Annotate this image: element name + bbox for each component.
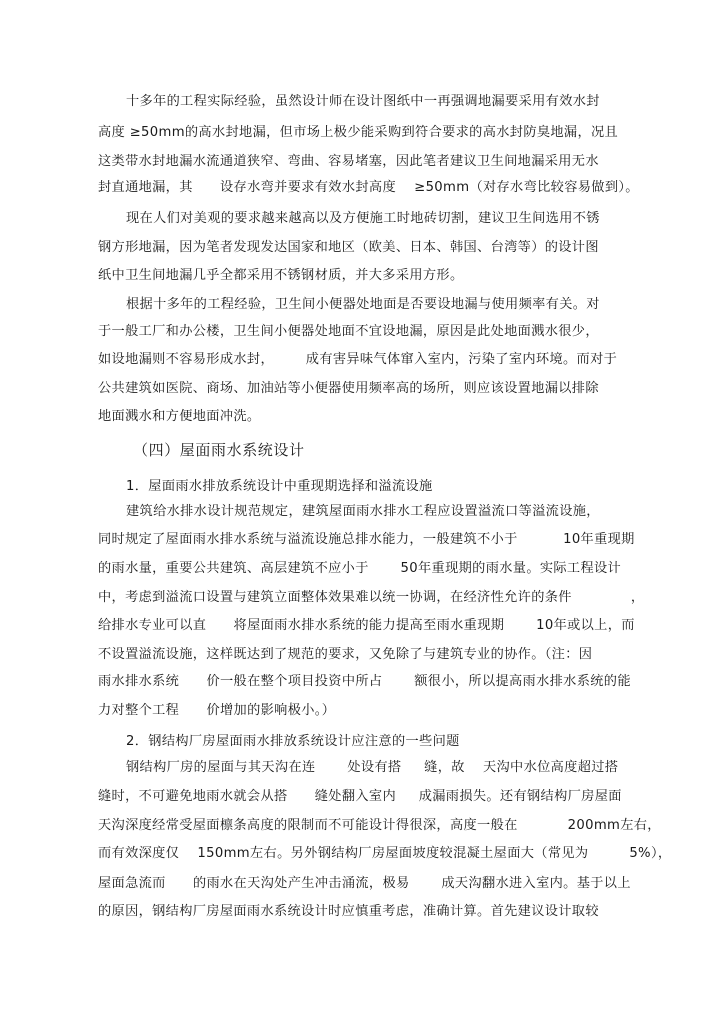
paragraph-line: 于一般工厂和办公楼，卫生间小便器处地面不宜设地漏，原因是此处地面溅水很少， bbox=[98, 324, 599, 339]
paragraph-line: 如设地漏则不容易形成水封， 成有害异味气体窜入室内，污染了室内环境。而对于 bbox=[98, 352, 618, 367]
paragraph-line: 地面溅水和方便地面冲洗。 bbox=[98, 409, 261, 424]
paragraph-line: 十多年的工程实际经验，虽然设计师在设计图纸中一再强调地漏要采用有效水封 bbox=[126, 94, 600, 109]
paragraph-line: 而有效深度仅 150mm左右。另外钢结构厂房屋面坡度较混凝土屋面大（常见为 5%）， bbox=[98, 846, 672, 861]
paragraph-line: 屋面急流而 的雨水在天沟处产生冲击涌流，极易 成天沟翻水进入室内。基于以上 bbox=[98, 876, 631, 891]
paragraph-line: 钢结构厂房的屋面与其天沟在连 处设有搭 缝，故 天沟中水位高度超过搭 bbox=[126, 760, 619, 775]
paragraph-line: 中，考虑到溢流口设置与建筑立面整体效果难以统一协调，在经济性允许的条件 ， bbox=[98, 590, 645, 605]
section-heading: （四）屋面雨水系统设计 bbox=[133, 441, 305, 459]
paragraph-line: 雨水排水系统 价一般在整个项目投资中所占 额很小，所以提高雨水排水系统的能 bbox=[98, 674, 631, 689]
paragraph-line: 公共建筑如医院、商场、加油站等小便器使用频率高的场所，则应该设置地漏以排除 bbox=[98, 381, 599, 396]
paragraph-line: 现在人们对美观的要求越来越高以及方便施工时地砖切割，建议卫生间选用不锈 bbox=[126, 211, 600, 226]
subsection-heading: 2．钢结构厂房屋面雨水排放系统设计应注意的一些问题 bbox=[126, 734, 460, 749]
paragraph-line: 建筑给水排水设计规范规定，建筑屋面雨水排水工程应设置溢流口等溢流设施， bbox=[126, 504, 600, 519]
paragraph-line: 同时规定了屋面雨水排水系统与溢流设施总排水能力，一般建筑不小于 10年重现期 bbox=[98, 532, 635, 547]
paragraph-line: 钢方形地漏，因为笔者发现发达国家和地区（欧美、日本、韩国、台湾等）的设计图 bbox=[98, 240, 599, 255]
paragraph-line: 高度 ≥50mm的高水封地漏，但市场上极少能采购到符合要求的高水封防臭地漏，况且 bbox=[98, 125, 619, 140]
paragraph-line: 给排水专业可以直 将屋面雨水排水系统的能力提高至雨水重现期 10年或以上，而 bbox=[98, 618, 635, 633]
paragraph-line: 天沟深度经常受屋面檩条高度的限制而不可能设计得很深，高度一般在 200mm左右， bbox=[98, 818, 661, 833]
paragraph-line: 这类带水封地漏水流通道狭窄、弯曲、容易堵塞，因此笔者建议卫生间地漏采用无水 bbox=[98, 154, 599, 169]
paragraph-line: 封直通地漏，其 设存水弯并要求有效水封高度 ≥50mm（对存水弯比较容易做到）。 bbox=[98, 180, 639, 195]
paragraph-line: 的原因，钢结构厂房屋面雨水系统设计时应慎重考虑，准确计算。首先建议设计取较 bbox=[98, 904, 599, 919]
paragraph-line: 缝时，不可避免地雨水就会从搭 缝处翻入室内 成漏雨损失。还有钢结构厂房屋面 bbox=[98, 789, 622, 804]
paragraph-line: 纸中卫生间地漏几乎全都采用不锈钢材质，并大多采用方形。 bbox=[98, 268, 464, 283]
paragraph-line: 根据十多年的工程经验，卫生间小便器处地面是否要设地漏与使用频率有关。对 bbox=[126, 297, 600, 312]
subsection-heading: 1．屋面雨水排放系统设计中重现期选择和溢流设施 bbox=[126, 479, 433, 494]
paragraph-line: 的雨水量，重要公共建筑、高层建筑不应小于 50年重现期的雨水量。实际工程设计 bbox=[98, 561, 622, 576]
paragraph-line: 不设置溢流设施，这样既达到了规范的要求，又免除了与建筑专业的协作。（注：因 bbox=[98, 647, 593, 662]
paragraph-line: 力对整个工程 价增加的影响极小。） bbox=[98, 703, 336, 718]
